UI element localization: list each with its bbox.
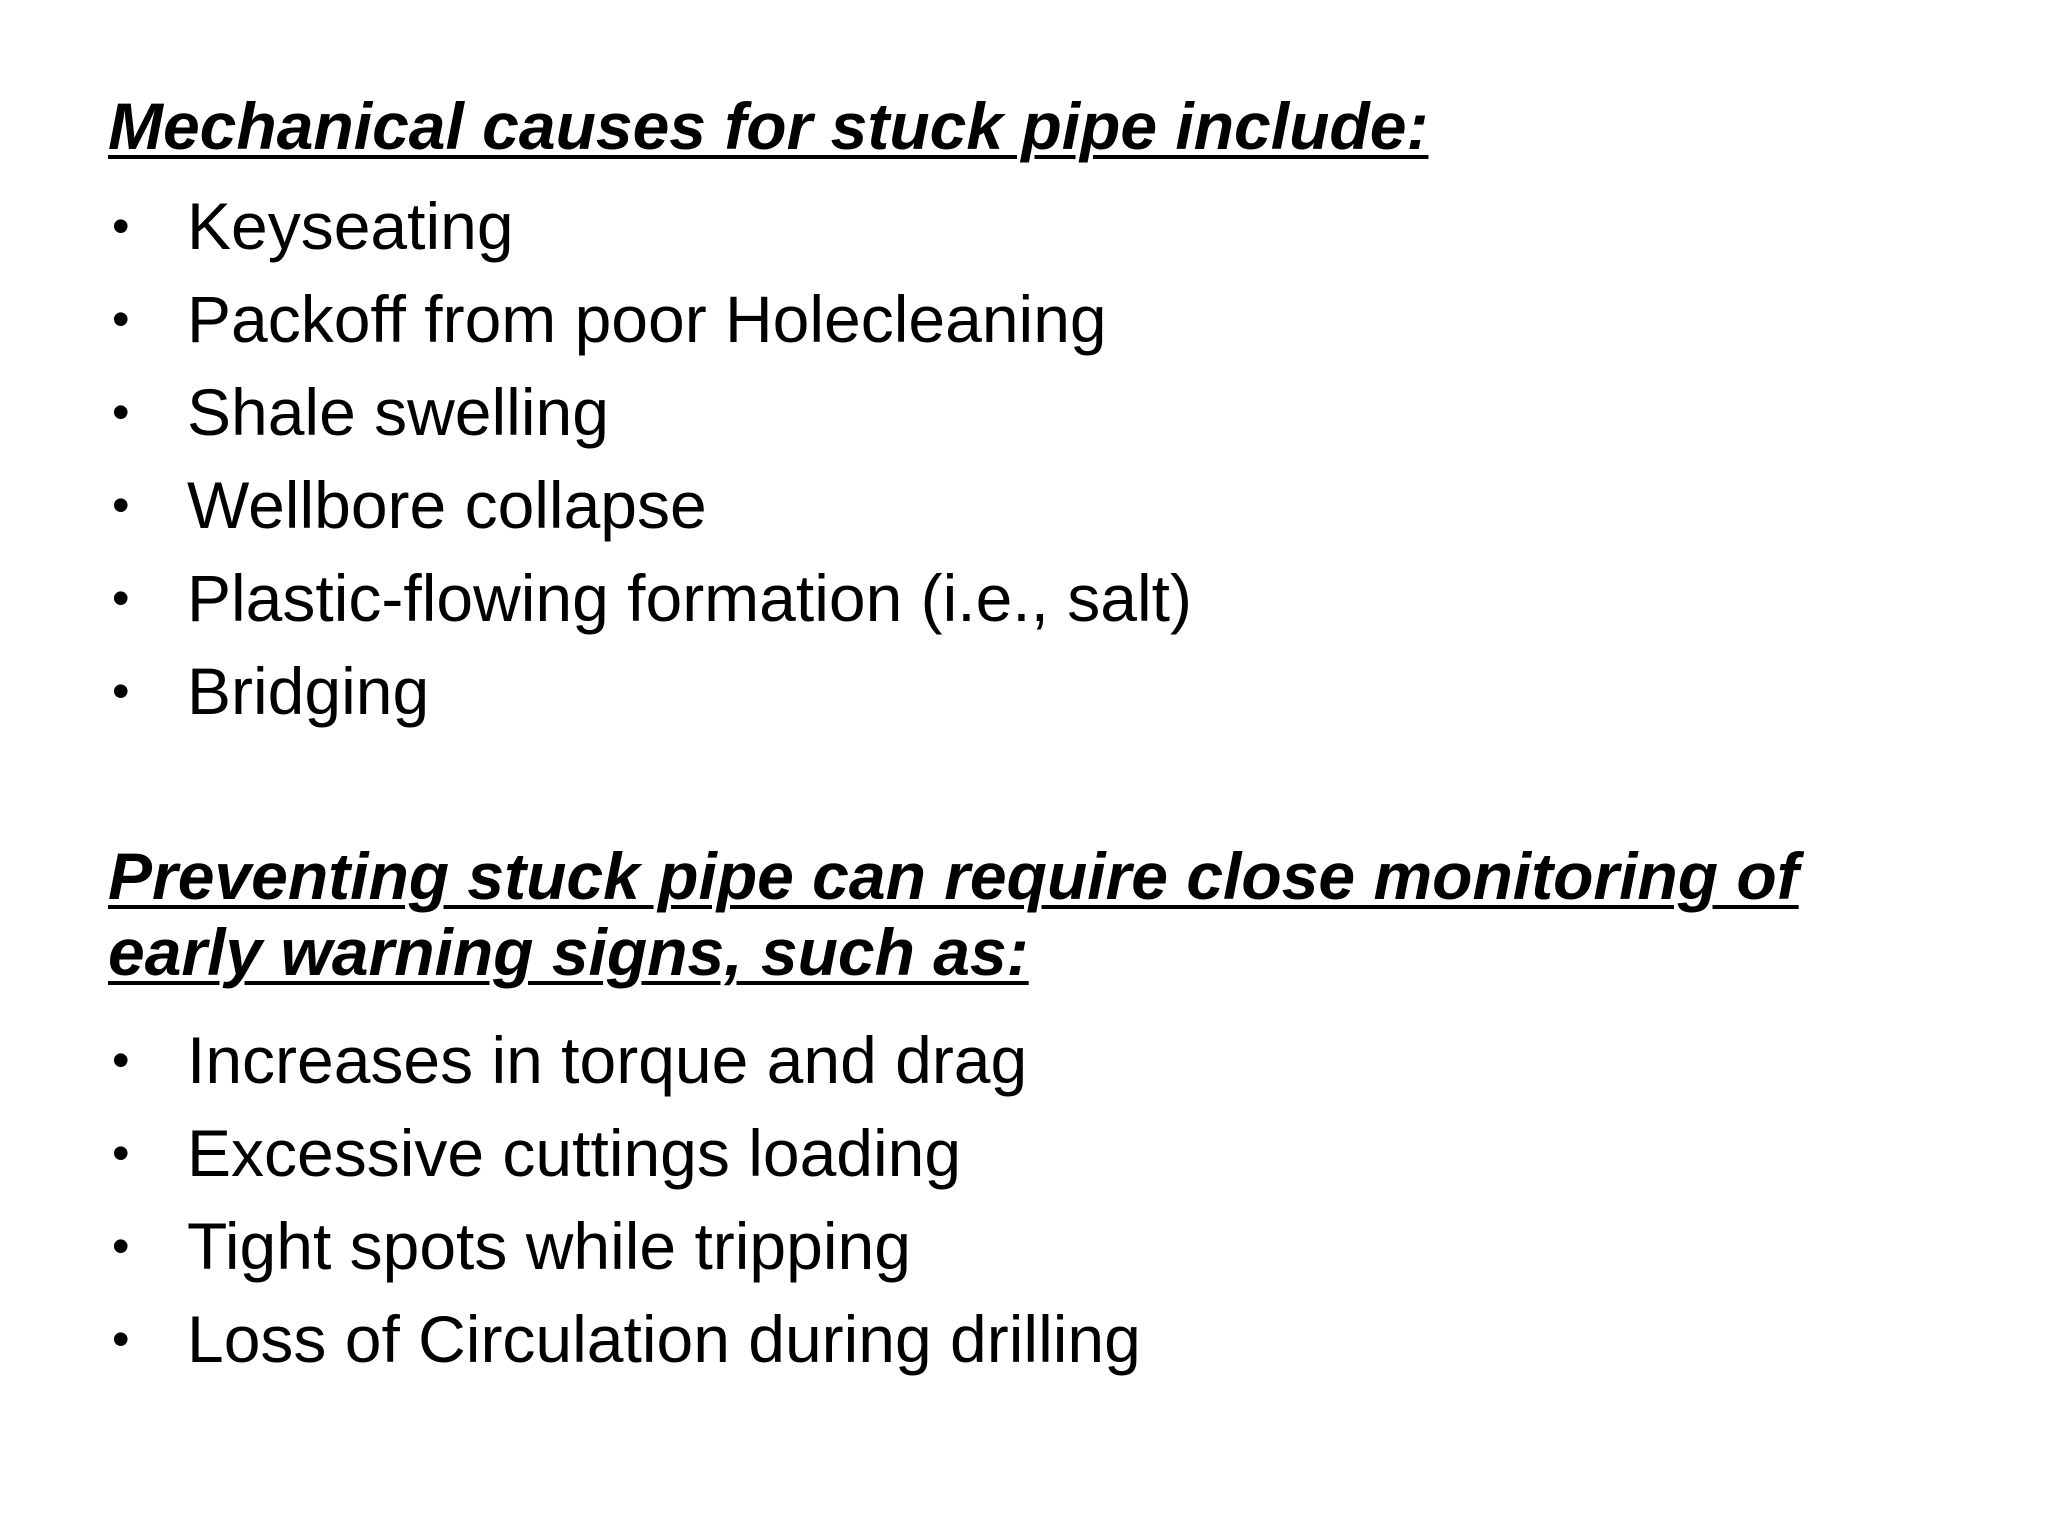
bullet-icon: • <box>112 1032 130 1088</box>
mechanical-causes-heading: Mechanical causes for stuck pipe include: <box>108 89 1429 163</box>
list-item <box>108 1293 1888 1386</box>
list-item <box>108 552 1888 645</box>
bullet-icon: • <box>112 1125 130 1181</box>
list-item-text: Increases in torque and drag <box>187 1023 1028 1097</box>
warning-signs-list <box>108 1014 1888 1386</box>
bullet-icon: • <box>112 1311 130 1367</box>
prevention-heading-line-2: early warning signs, such as: <box>108 915 1029 989</box>
list-item <box>108 273 1888 366</box>
list-item-text: Plastic-flowing formation (i.e., salt) <box>187 561 1192 635</box>
list-item <box>108 1014 1888 1107</box>
prevention-heading <box>108 838 1888 1014</box>
bullet-icon: • <box>112 1218 130 1274</box>
mechanical-causes-list <box>108 180 1888 738</box>
bullet-icon: • <box>112 384 130 440</box>
mechanical-causes-section <box>108 88 1888 738</box>
bullet-icon: • <box>112 198 130 254</box>
list-item-text: Wellbore collapse <box>187 468 707 542</box>
list-item-text: Packoff from poor Holecleaning <box>187 282 1107 356</box>
list-item-text: Tight spots while tripping <box>187 1209 911 1283</box>
bullet-icon: • <box>112 570 130 626</box>
list-item <box>108 180 1888 273</box>
list-item-text: Excessive cuttings loading <box>187 1116 962 1190</box>
list-item-text: Keyseating <box>187 189 514 263</box>
list-item-text: Loss of Circulation during drilling <box>187 1302 1141 1376</box>
list-item-text: Shale swelling <box>187 375 609 449</box>
list-item <box>108 459 1888 552</box>
list-item <box>108 366 1888 459</box>
prevention-section <box>108 838 1888 1386</box>
list-item <box>108 645 1888 738</box>
list-item-text: Bridging <box>187 654 430 728</box>
bullet-icon: • <box>112 477 130 533</box>
prevention-heading-line-1: Preventing stuck pipe can require close monitoring of <box>108 839 1799 913</box>
bullet-icon: • <box>112 663 130 719</box>
list-item <box>108 1107 1888 1200</box>
bullet-icon: • <box>112 291 130 347</box>
list-item <box>108 1200 1888 1293</box>
